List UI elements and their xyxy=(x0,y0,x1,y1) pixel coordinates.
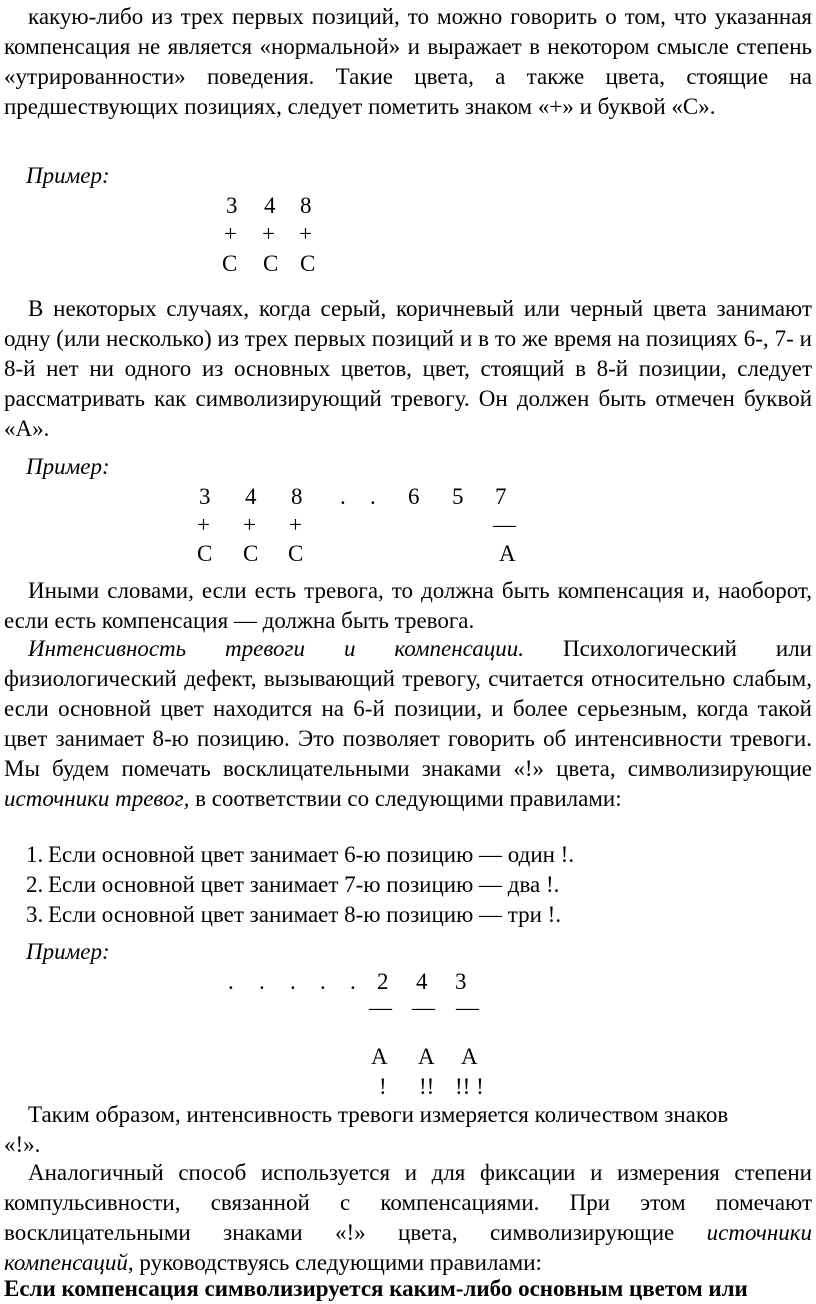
list-item: 2. Если основной цвет занимает 7-ю позицию — два !. xyxy=(26,872,560,897)
example-label-1: Пример: xyxy=(26,163,110,188)
example-label-3: Пример: xyxy=(26,939,110,964)
paragraph-anxiety: В некоторых случаях, когда серый, коричневый или черный цвета занимают одну (или несколько) из трех первых позиций и в то же время на позициях 6-, 7- и 8-й нет ни одного из основных цветов, цвет, стоящий в 8-й позиции, следует рассматривать как символизирующий тревогу. Он должен быть отмечен буквой «А». xyxy=(4,296,812,441)
list-item: 1. Если основной цвет занимает 6-ю позицию — один !. xyxy=(26,842,575,867)
list-item: 3. Если основной цвет занимает 8-ю позицию — три !. xyxy=(26,902,562,927)
paragraph-compensation: какую-либо из трех первых позиций, то можно говорить о том, что указанная компенсация не является «нормальной» и выражает в некотором смысле степень «утрированности» поведения. Такие цвета, а также цвета, стоящие на предшествующих позициях, следует пометить знаком «+» и буквой «С». xyxy=(4,4,812,119)
example-label-2: Пример: xyxy=(26,454,110,479)
paragraph-compulsivity: Аналогичный способ используется и для фиксации и измерения степени компульсивности, связанной с компенсациями. При этом помечают восклицательными знаками «!» цвета, символизирующие источники компенсаций, руководствуясь следующими правилами: xyxy=(4,1160,812,1275)
intensity-heading: Интенсивность тревоги и компенсации. xyxy=(28,636,525,661)
paragraph-in-other-words: Иными словами, если есть тревога, то должна быть компенсация и, наоборот, если есть компенсация — должна быть тревога. xyxy=(4,578,812,633)
paragraph-rule-start: Если компенсация символизируется каким-либо основным цветом или xyxy=(4,1276,748,1301)
paragraph-thus: Таким образом, интенсивность тревоги измеряется количеством знаков «!». xyxy=(4,1102,729,1157)
rules-list xyxy=(26,840,574,930)
paragraph-intensity: Интенсивность тревоги и компенсации. Психологический или физиологический дефект, вызывающий тревогу, считается относительно слабым, если основной цвет находится на 6-й позиции, и более серьезным, когда такой цвет занимает 8-ю позицию. Это позволяет говорить об интенсивности тревоги. Мы будем помечать восклицательными знаками «!» цвета, символизирующие источники тревог, в соответствии со следующими правилами: xyxy=(4,636,812,811)
